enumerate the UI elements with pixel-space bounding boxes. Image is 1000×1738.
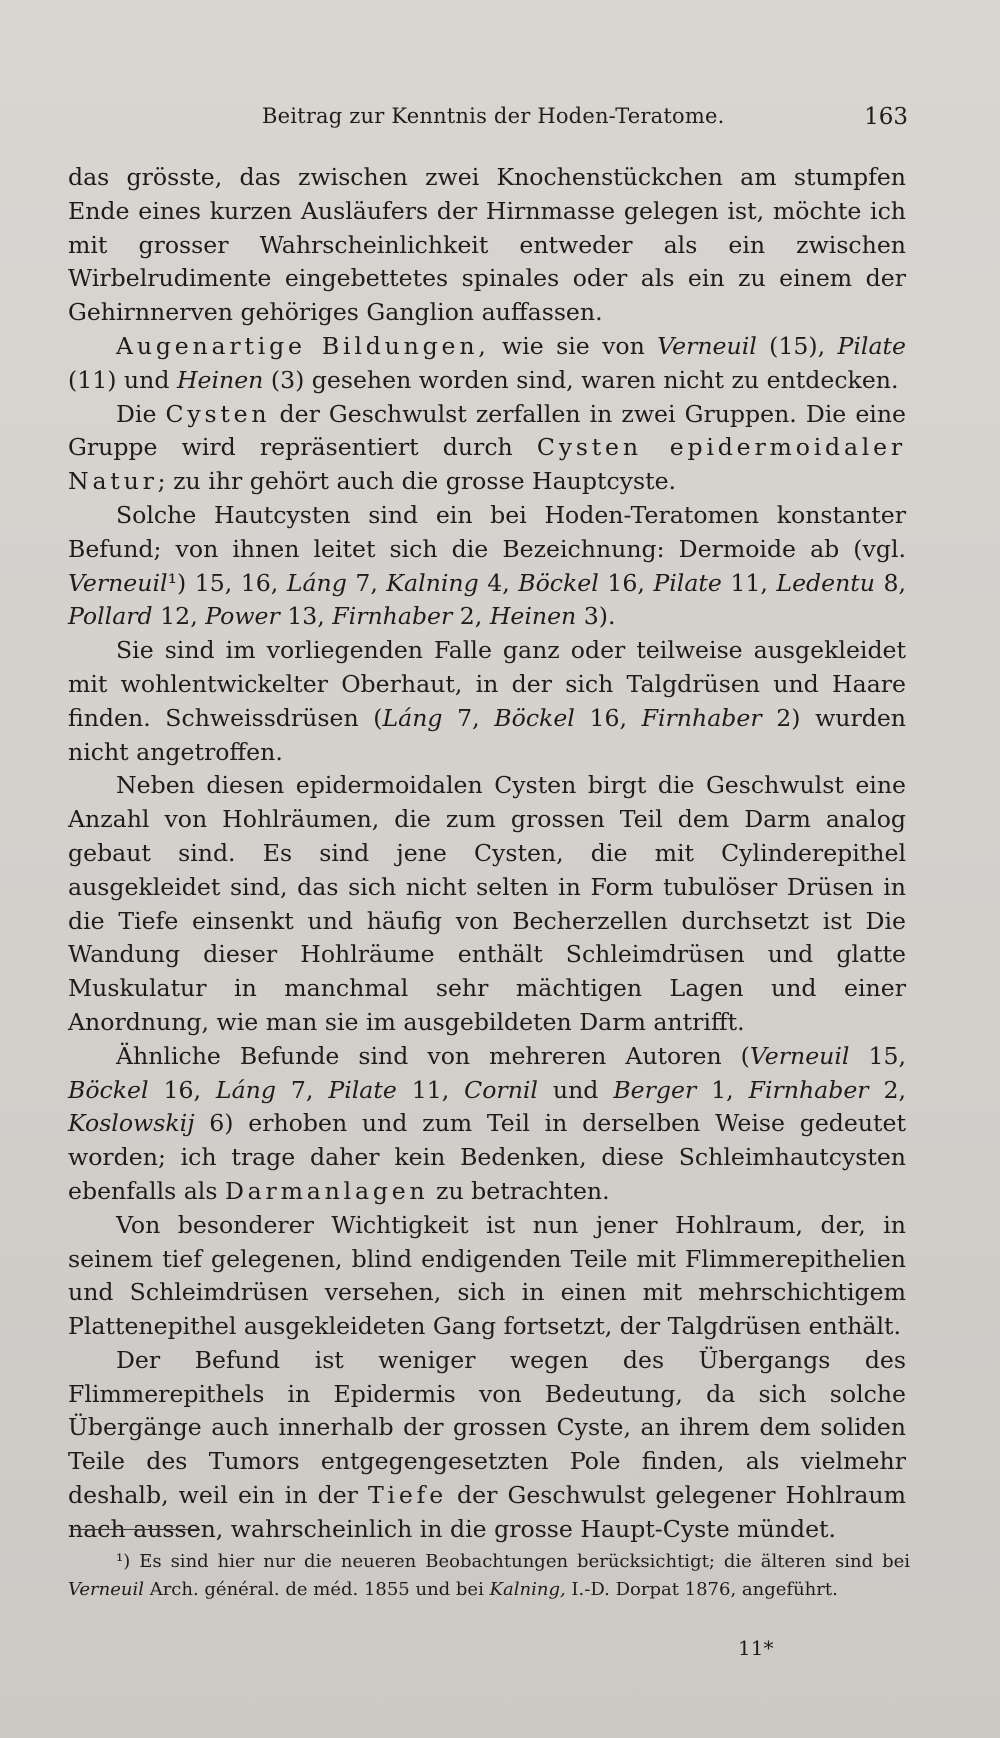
author-citation: Böckel (68, 1075, 149, 1104)
author-citation: Pilate (653, 568, 722, 597)
author-citation: Pilate (837, 331, 906, 360)
paragraph (68, 330, 906, 398)
text-run: 7, (275, 1075, 329, 1104)
paragraph (68, 769, 906, 1039)
spaced-emphasis: Tiefe (368, 1481, 447, 1510)
author-citation: Berger (613, 1075, 697, 1104)
author-citation: Láng (215, 1075, 276, 1104)
text-run: 2, (452, 602, 490, 631)
body-text (68, 161, 906, 1547)
text-run: Solche Hautcysten sind ein bei Hoden-Teratomen konstanter Befund; von ihnen leitet sich die Bezeichnung: Dermoide ab (vgl. (68, 500, 906, 563)
text-run: ; zu ihr gehört auch die grosse Hauptcyste. (157, 467, 677, 496)
paragraph (68, 161, 906, 330)
spaced-emphasis: Augenartige Bildungen, (116, 331, 490, 360)
text-run: 8, (874, 568, 907, 597)
text-run: Arch. général. de méd. 1855 und bei (143, 1579, 490, 1600)
author-citation: Böckel (494, 703, 575, 732)
spaced-emphasis: Darmanlagen (224, 1176, 429, 1205)
text-run: 2) wurden nicht angetroffen. (68, 703, 906, 766)
text-run: Die (116, 399, 166, 428)
text-run: 1, (696, 1075, 749, 1104)
text-run: der Geschwulst gelegener Hohlraum nach aussen, wahrscheinlich in die grosse Haupt-Cyste mündet. (68, 1481, 906, 1543)
author-citation: Heinen (176, 365, 264, 394)
text-run: (11) und (68, 365, 177, 394)
author-citation: Firnhaber (332, 602, 453, 631)
text-run: 13, (279, 602, 333, 631)
author-citation: Láng (286, 568, 347, 597)
author-citation: Heinen (489, 602, 577, 631)
text-run: I.-D. Dorpat 1876, angeführt. (565, 1579, 838, 1600)
running-title: Beitrag zur Kenntnis der Hoden-Teratome. (262, 104, 725, 128)
text-run: 16, (148, 1075, 216, 1104)
paragraph (68, 1040, 906, 1209)
running-header (262, 104, 908, 140)
paragraph (68, 398, 906, 499)
text-run: (15), (756, 331, 838, 360)
footnote (68, 1548, 910, 1604)
author-citation: Verneuil (68, 568, 168, 597)
text-run: 7, (442, 703, 495, 732)
page-number: 163 (864, 104, 908, 130)
paragraph (68, 1344, 906, 1547)
text-run: das grösste, das zwischen zwei Knochenstückchen am stumpfen Ende eines kurzen Ausläufers der Hirnmasse gelegen ist, möchte ich mit grosser Wahrscheinlichkeit entweder als ein zwischen Wirbelrudimente eingebettetes spinales oder als ein zu einem der Gehirnnerven gehöriges Ganglion auffassen. (68, 163, 906, 327)
author-citation: Verneuil (657, 331, 757, 360)
text-run: 11, (721, 568, 777, 597)
paragraph (68, 499, 906, 634)
author-citation: Pilate (328, 1075, 397, 1104)
text-run: ¹) Es sind hier nur die neueren Beobachtungen berücksichtigt; die älteren sind bei (116, 1551, 910, 1572)
author-citation: Firnhaber (748, 1075, 869, 1104)
text-run: und (537, 1075, 614, 1104)
text-run: 6) erhoben und zum Teil in derselben Weise gedeutet worden; ich trage daher kein Bedenken, diese Schleimhautcysten ebenfalls als (68, 1109, 906, 1205)
text-run: ¹) 15, 16, (167, 568, 287, 597)
author-citation: Verneuil (68, 1579, 144, 1600)
text-run: Sie sind im vorliegenden Falle ganz oder teilweise ausgekleidet mit wohlentwickelter Oberhaut, in der sich Talgdrüsen und Haare finden. Schweissdrüsen ( (68, 636, 906, 732)
text-run: Von besonderer Wichtigkeit ist nun jener Hohlraum, der, in seinem tief gelegenen, blind endigenden Teile mit Flimmerepithelien und Schleimdrüsen versehen, sich in einen mit mehrschichtigem Plattenepithel ausgekleideten Gang fortsetzt, der Talgdrüsen enthält. (68, 1210, 906, 1341)
text-run: der Geschwulst zerfallen in zwei Gruppen. Die eine Gruppe wird repräsentiert durch (68, 399, 906, 462)
text-run: 12, (152, 602, 206, 631)
spaced-emphasis: Cysten epidermoidaler Natur (68, 433, 906, 496)
spaced-emphasis: Cysten (165, 399, 271, 428)
author-citation: Pollard (68, 602, 153, 631)
text-run: Neben diesen epidermoidalen Cysten birgt die Geschwulst eine Anzahl von Hohlräumen, die zum grossen Teil dem Darm analog gebaut sind. Es sind jene Cysten, die mit Cylinderepithel ausgekleidet sind, das sich nicht selten in Form tubulöser Drüsen in die Tiefe einsenkt und häufig von Becherzellen durchsetzt ist Die Wandung dieser Hohlräume enthält Schleimdrüsen und glatte Muskulatur in manchmal sehr mächtigen Lagen und einer Anordnung, wie man sie im ausgebildeten Darm antrifft. (68, 771, 906, 1036)
author-citation: Koslowskij (68, 1109, 195, 1138)
author-citation: Láng (382, 703, 443, 732)
author-citation: Power (205, 602, 280, 631)
author-citation: Verneuil (749, 1041, 850, 1070)
text-run: 11, (396, 1075, 465, 1104)
paragraph (68, 634, 906, 769)
text-run: Der Befund ist weniger wegen des Übergangs des Flimmerepithels in Epidermis von Bedeutung, da sich solche Übergänge auch innerhalb der grossen Cyste, an ihrem dem soliden Teile des Tumors entgegengesetzten Pole finden, als vielmehr deshalb, weil ein in der (68, 1345, 906, 1510)
text-run: 2, (868, 1075, 907, 1104)
footnote-rule (70, 1529, 200, 1530)
text-run: (3) gesehen worden sind, waren nicht zu entdecken. (263, 365, 899, 394)
text-run: 16, (598, 568, 654, 597)
text-run: Ähnliche Befunde sind von mehreren Autoren ( (116, 1041, 750, 1070)
paragraph (68, 1209, 906, 1344)
text-run: zu betrachten. (428, 1176, 610, 1205)
text-run: 4, (478, 568, 519, 597)
text-run: 3). (576, 602, 616, 631)
author-citation: Firnhaber (641, 703, 762, 732)
text-run: 16, (574, 703, 642, 732)
signature-mark: 11* (738, 1636, 774, 1660)
text-run: 7, (346, 568, 387, 597)
author-citation: Cornil (464, 1075, 538, 1104)
footnote-text (68, 1548, 910, 1604)
author-citation: Böckel (518, 568, 599, 597)
text-run: 15, (849, 1041, 906, 1070)
author-citation: Kalning, (489, 1579, 566, 1600)
author-citation: Kalning (386, 568, 479, 597)
author-citation: Ledentu (776, 568, 875, 597)
text-run: wie sie von (489, 331, 658, 360)
